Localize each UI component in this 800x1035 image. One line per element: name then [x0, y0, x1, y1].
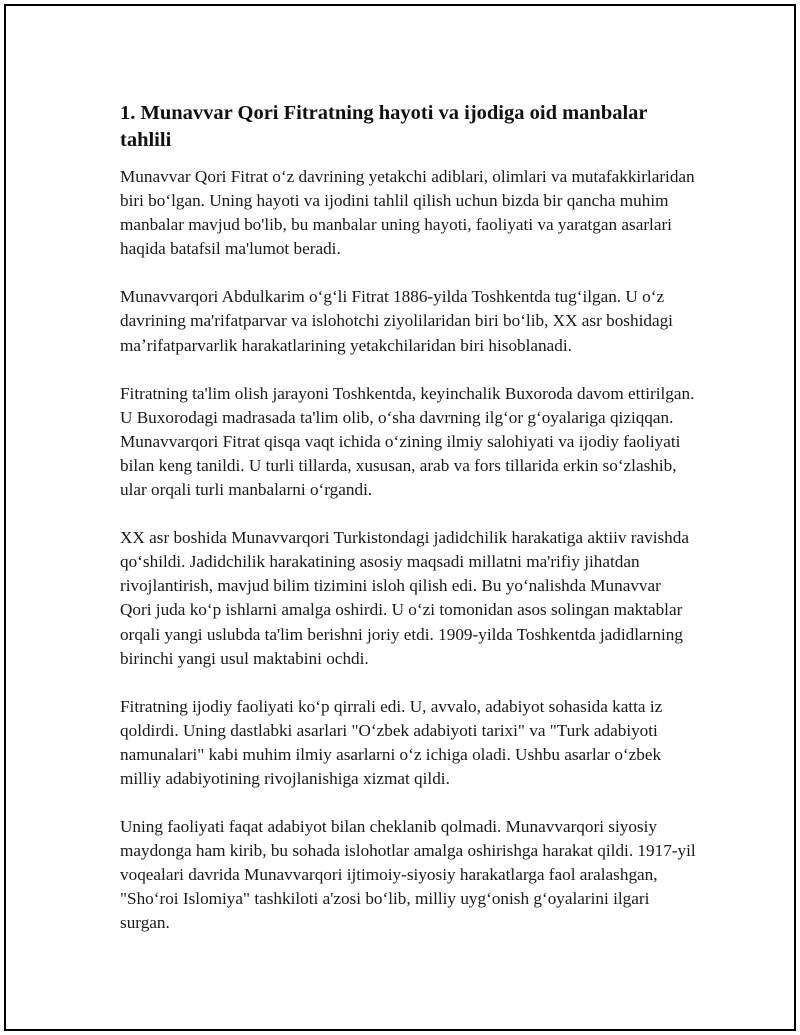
document-body	[120, 100, 696, 960]
paragraph-4: XX asr boshida Munavvarqori Turkistondagi jadidchilik harakatiga aktiiv ravishda qoʻshildi. Jadidchilik harakatining asosiy maqsadi millatni ma'rifiy jihatdan rivojlantirish, mavjud bilim tizimini isloh qilish edi. Bu yoʻnalishda Munavvar Qori juda koʻp ishlarni amalga oshirdi. U oʻzi tomonidan asos solingan maktablar orqali yangi uslubda ta'lim berishni joriy etdi. 1909-yilda Toshkentda jadidlarning birinchi yangi usul maktabini ochdi.	[120, 528, 689, 668]
paragraph-1: Munavvar Qori Fitrat oʻz davrining yetakchi adiblari, olimlari va mutafakkirlaridan biri boʻlgan. Uning hayoti va ijodini tahlil qilish uchun bizda bir qancha muhim manbalar mavjud bo'lib, bu manbalar uning hayoti, faoliyati va yaratgan asarlari haqida batafsil ma'lumot beradi.	[120, 167, 695, 259]
paragraph-5: Fitratning ijodiy faoliyati koʻp qirrali edi. U, avvalo, adabiyot sohasida katta iz qoldirdi. Uning dastlabki asarlari "Oʻzbek adabiyoti tarixi" va "Turk adabiyoti namunalari" kabi muhim ilmiy asarlarni oʻz ichiga oladi. Ushbu asarlar oʻzbek milliy adabiyotining rivojlanishiga xizmat qildi.	[120, 696, 663, 788]
page-frame	[4, 4, 796, 1031]
document-title: 1. Munavvar Qori Fitratning hayoti va ijodiga oid manbalar tahlili	[120, 102, 648, 151]
paragraph-2: Munavvarqori Abdulkarim oʻgʻli Fitrat 1886-yilda Toshkentda tugʻilgan. U oʻz davrining ma'rifatparvar va islohotchi ziyolilaridan biri boʻlib, XX asr boshidagi maʼrifatparvarlik harakatlarining yetakchilaridan biri hisoblanadi.	[120, 287, 673, 355]
paragraph-6: Uning faoliyati faqat adabiyot bilan cheklanib qolmadi. Munavvarqori siyosiy maydonga ham kirib, bu sohada islohotlar amalga oshirishga harakat qildi. 1917-yil voqealari davrida Munavvarqori ijtimoiy-siyosiy harakatlarga faol aralashgan, "Shoʻroi Islomiya" tashkiloti a'zosi boʻlib, milliy uygʻonish gʻoyalarini ilgari surgan.	[120, 817, 696, 933]
paragraph-3: Fitratning ta'lim olish jarayoni Toshkentda, keyinchalik Buxoroda davom ettirilgan. U Buxorodagi madrasada ta'lim olib, oʻsha davrning ilgʻor gʻoyalariga qiziqqan. Munavvarqori Fitrat qisqa vaqt ichida oʻzining ilmiy salohiyati va ijodiy faoliyati bilan keng tanildi. U turli tillarda, xususan, arab va fors tillarida erkin soʻzlashib, ular orqali turli manbalarni oʻrgandi.	[120, 383, 695, 500]
